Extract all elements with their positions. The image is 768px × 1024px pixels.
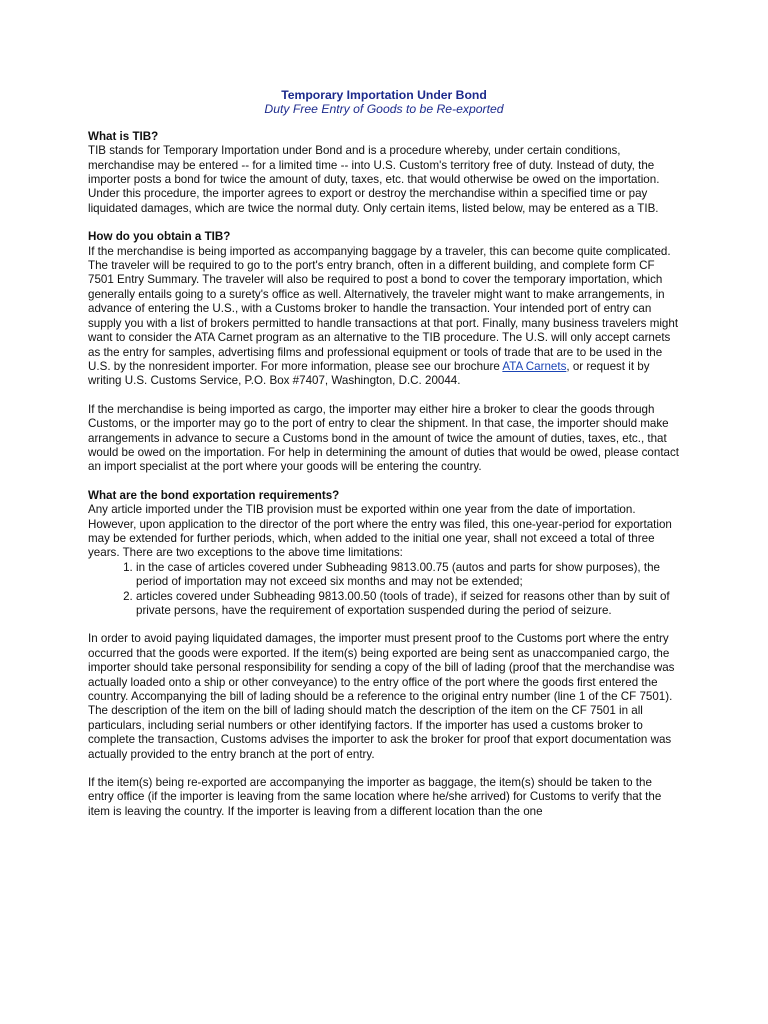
section-what-is-tib <box>88 130 680 216</box>
ata-carnets-link[interactable]: ATA Carnets <box>502 359 567 373</box>
document-page <box>88 88 680 833</box>
paragraph: If the merchandise is being imported as cargo, the importer may either hire a broker to clear the goods through Customs, or the importer may go to the port of entry to clear the shipment. In that case, the importer should make arrangements in advance to secure a Customs bond in the amount of twice the amount of duties, taxes, etc., that would be owed on the importation. For help in determining the amount of duties that would be owed, please contact an import specialist at the port where your goods will be entering the country. <box>88 402 680 474</box>
paragraph: Any article imported under the TIB provision must be exported within one year from the date of importation. However, upon application to the director of the port where the entry was filed, this one-year-period for exportation may be extended for further periods, which, when added to the initial one year, shall not exceed a total of three years. There are two exceptions to the above time limitations: <box>88 503 672 560</box>
section-heading: What are the bond exportation requirements? <box>88 488 340 502</box>
list-item: 1. in the case of articles covered under Subheading 9813.00.75 (autos and parts for show purposes), the period of importation may not exceed six months and may not be extended; <box>136 561 680 590</box>
section-heading: How do you obtain a TIB? <box>88 230 231 244</box>
list-item: 2. articles covered under Subheading 9813.00.50 (tools of trade), if seized for reasons other than by suit of private persons, have the requirement of exportation suspended during the period of seizure. <box>136 590 680 619</box>
paragraph: TIB stands for Temporary Importation under Bond and is a procedure whereby, under certain conditions, merchandise may be entered -- for a limited time -- into U.S. Custom's territory free of duty. Instead of duty, the importer posts a bond for twice the amount of duty, taxes, etc. that would otherwise be owed on the importation. Under this procedure, the importer agrees to export or destroy the merchandise within a specified time or pay liquidated damages, which are twice the normal duty. Only certain items, listed below, may be entered as a TIB. <box>88 144 660 215</box>
document-subtitle: Duty Free Entry of Goods to be Re-exported <box>264 102 504 117</box>
document-title: Temporary Importation Under Bond <box>281 88 487 102</box>
paragraph-text: , or request it by writing U.S. Customs Service, P.O. Box #7407, Washington, D.C. 20044. <box>88 359 650 388</box>
section-export-requirements <box>88 489 680 820</box>
section-how-to-obtain <box>88 230 680 475</box>
paragraph <box>88 245 680 389</box>
paragraph: In order to avoid paying liquidated damages, the importer must present proof to the Customs port where the entry occurred that the goods were exported. If the item(s) being exported are being sent as unaccompanied cargo, the importer should take personal responsibility for sending a copy of the bill of lading (proof that the merchandise was actually loaded onto a ship or other conveyance) to the entry office of the port where the goods first entered the country. Accompanying the bill of lading should be a reference to the original entry number (line 1 of the CF 7501). The description of the item on the bill of lading should match the description of the item on the CF 7501 in all particulars, including serial numbers or other identifying factors. If the importer has used a customs broker to complete the transaction, Customs advises the importer to ask the broker for proof that export documentation was actually provided to the entry branch at the port of entry. <box>88 632 675 761</box>
paragraph: If the item(s) being re-exported are accompanying the importer as baggage, the item(s) should be taken to the entry office (if the importer is leaving from the same location where he/she arrived) for Customs to verify that the item is leaving the country. If the importer is leaving from a different location than the one <box>88 776 662 818</box>
section-heading: What is TIB? <box>88 129 159 143</box>
exceptions-list <box>88 561 680 619</box>
paragraph-text: If the merchandise is being imported as accompanying baggage by a traveler, this can become quite complicated. The traveler will be required to go to the port's entry branch, often in a different building, and complete form CF 7501 Entry Summary. The traveler will also be required to post a bond to cover the temporary importation, which generally entails going to a surety's office as well. Alternatively, the traveler might want to make arrangements, in advance of entering the U.S., with a Customs broker to handle the transaction. Your intended port of entry can supply you with a list of brokers permitted to handle transactions at that port. Finally, many business travelers might want to consider the ATA Carnet program as an alternative to the TIB procedure. The U.S. will only accept carnets as the entry for samples, advertising films and professional equipment or tools of trade that are to be used in the U.S. by the nonresident importer. For more information, please see our brochure <box>88 244 679 373</box>
